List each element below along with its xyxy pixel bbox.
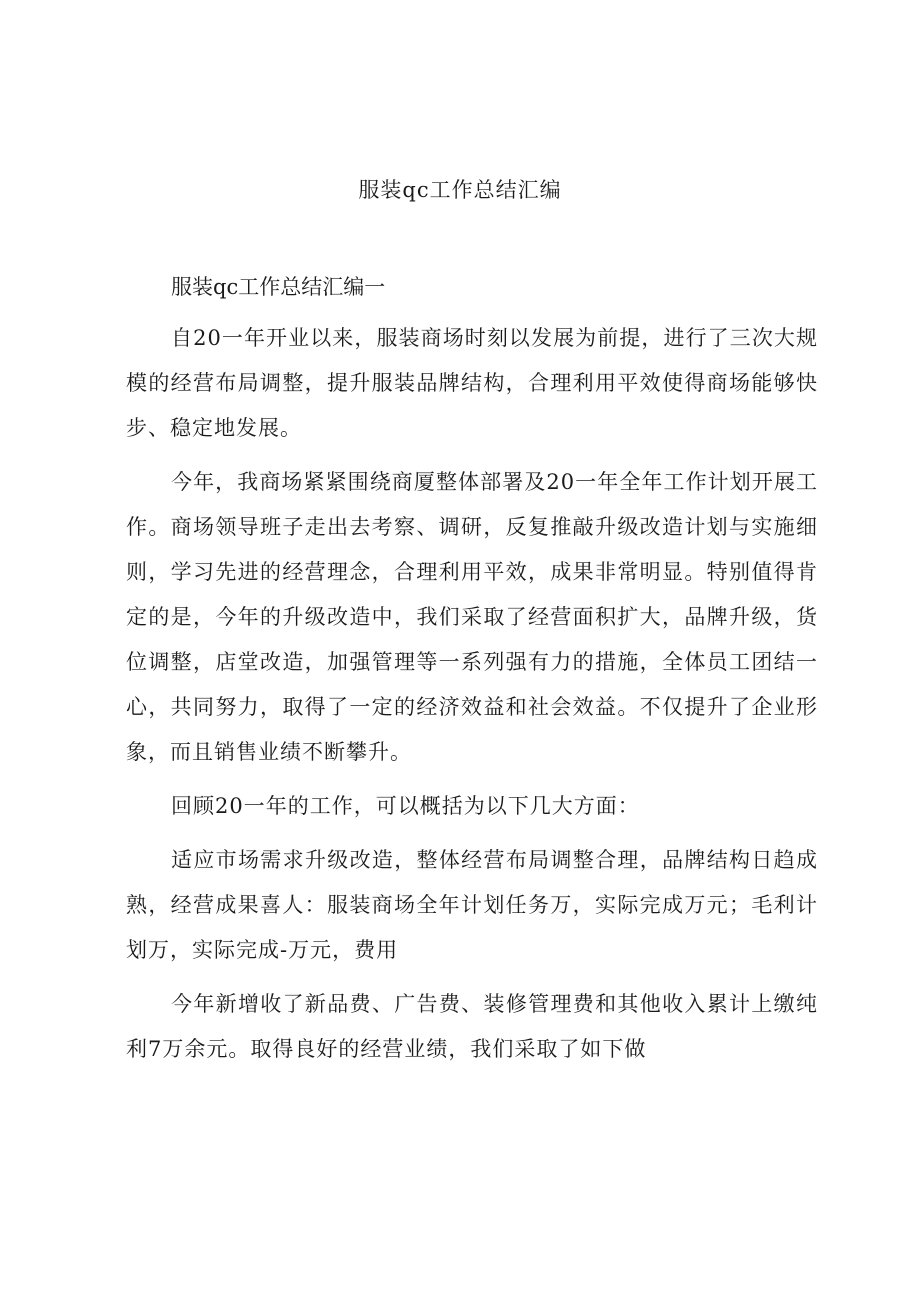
document-title: 服装qc工作总结汇编 — [358, 178, 562, 202]
paragraph-5: 今年新增收了新品费、广告费、装修管理费和其他收入累计上缴纯利7万余元。取得良好的经营业绩，我们采取了如下做 — [126, 992, 818, 1061]
document-body — [126, 268, 818, 1081]
paragraph-1: 自20一年开业以来，服装商场时刻以发展为前提，进行了三次大规模的经营布局调整，提升服装品牌结构，合理利用平效使得商场能够快步、稳定地发展。 — [126, 326, 818, 440]
paragraph-2: 今年，我商场紧紧围绕商厦整体部署及20一年全年工作计划开展工作。商场领导班子走出去考察、调研，反复推敲升级改造计划与实施细则，学习先进的经营理念，合理利用平效，成果非常明显。特别值得肯定的是，今年的升级改造中，我们采取了经营面积扩大，品牌升级，货位调整，店堂改造，加强管理等一系列强有力的措施，全体员工团结一心，共同努力，取得了一定的经济效益和社会效益。不仅提升了企业形象，而且销售业绩不断攀升。 — [126, 470, 818, 764]
paragraph-4: 适应市场需求升级改造，整体经营布局调整合理，品牌结构日趋成熟，经营成果喜人：服装商场全年计划任务万，实际完成万元；毛利计划万，实际完成-万元，费用 — [126, 848, 818, 962]
section-heading: 服装qc工作总结汇编一 — [171, 275, 386, 299]
paragraph-3: 回顾20一年的工作，可以概括为以下几大方面： — [171, 794, 640, 818]
